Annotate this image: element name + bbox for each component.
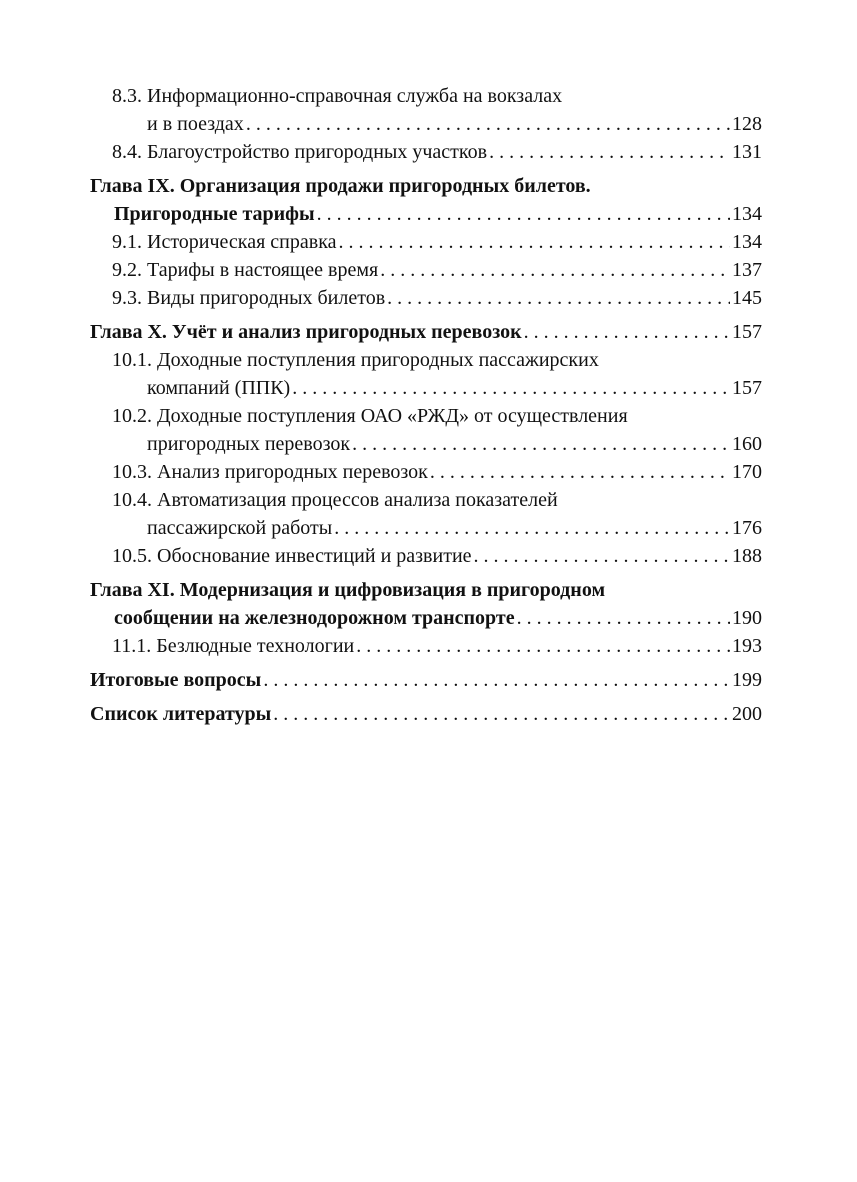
toc-page-number: 160	[732, 433, 762, 455]
toc-page-number: 157	[732, 377, 762, 399]
toc-entry-title-cont: и в поездах	[147, 113, 244, 135]
toc-chapter-title-cont: Пригородные тарифы	[114, 203, 315, 225]
toc-entry-title: 9.2. Тарифы в настоящее время	[112, 259, 379, 281]
toc-entry-title: 10.2. Доходные поступления ОАО «РЖД» от осуществления	[112, 405, 628, 427]
toc-page-number: 145	[732, 287, 762, 309]
leader-dots	[380, 256, 730, 284]
toc-entry-title-cont: пригородных перевозок	[147, 433, 351, 455]
toc-page-number: 128	[732, 113, 762, 135]
toc-chapter-title: Итоговые вопросы	[90, 669, 262, 691]
toc-entry-title: 8.4. Благоустройство пригородных участков	[112, 141, 488, 163]
toc-chapter-title: Глава IX. Организация продажи пригородных билетов.	[90, 175, 591, 197]
toc-entry-title: 10.5. Обоснование инвестиций и развитие	[112, 545, 472, 567]
toc-chapter-title: Глава XI. Модернизация и цифровизация в пригородном	[90, 579, 606, 601]
toc-chapter-11[interactable]	[90, 576, 762, 632]
leader-dots	[273, 700, 730, 728]
toc-entry-10-4[interactable]	[90, 486, 762, 542]
toc-entry-title: 9.3. Виды пригородных билетов	[112, 287, 386, 309]
toc-entry-title: 9.1. Историческая справка	[112, 231, 337, 253]
toc-entry-title-cont: пассажирской работы	[147, 517, 333, 539]
toc-entry-8-3[interactable]	[90, 82, 762, 138]
toc-page-number: 193	[732, 635, 762, 657]
toc-page-number: 137	[732, 259, 762, 281]
toc-entry-10-2[interactable]	[90, 402, 762, 458]
toc-page-number: 188	[732, 545, 762, 567]
toc-entry-title-cont: компаний (ППК)	[147, 377, 291, 399]
toc-page-number: 131	[732, 141, 762, 163]
leader-dots	[339, 228, 731, 256]
leader-dots	[387, 284, 730, 312]
toc-page-number: 200	[732, 703, 762, 725]
leader-dots	[317, 200, 730, 228]
toc-entry-title: 8.3. Информационно-справочная служба на вокзалах	[112, 85, 563, 107]
toc-entry-title: 10.3. Анализ пригородных перевозок	[112, 461, 428, 483]
toc-chapter-title-cont: сообщении на железнодорожном транспорте	[114, 607, 515, 629]
toc-entry-8-4[interactable]	[90, 138, 762, 166]
toc-entry-10-3[interactable]	[90, 458, 762, 486]
toc-chapter-10[interactable]	[90, 318, 762, 346]
toc-entry-title: 11.1. Безлюдные технологии	[112, 635, 355, 657]
leader-dots	[263, 666, 730, 694]
toc-entry-title: 10.1. Доходные поступления пригородных пассажирских	[112, 349, 599, 371]
table-of-contents	[90, 82, 762, 728]
toc-final-questions[interactable]	[90, 666, 762, 694]
leader-dots	[352, 430, 730, 458]
leader-dots	[246, 110, 730, 138]
leader-dots	[517, 604, 730, 632]
toc-chapter-title: Список литературы	[90, 703, 272, 725]
toc-page-number: 134	[732, 231, 762, 253]
toc-page-number: 134	[732, 203, 762, 225]
toc-page-number: 170	[732, 461, 762, 483]
toc-bibliography[interactable]	[90, 700, 762, 728]
toc-entry-10-5[interactable]	[90, 542, 762, 570]
leader-dots	[334, 514, 730, 542]
leader-dots	[292, 374, 730, 402]
toc-entry-11-1[interactable]	[90, 632, 762, 660]
toc-entry-9-2[interactable]	[90, 256, 762, 284]
leader-dots	[474, 542, 730, 570]
leader-dots	[489, 138, 730, 166]
toc-chapter-9[interactable]	[90, 172, 762, 228]
leader-dots	[430, 458, 730, 486]
toc-entry-10-1[interactable]	[90, 346, 762, 402]
toc-page-number: 199	[732, 669, 762, 691]
toc-page-number: 176	[732, 517, 762, 539]
toc-page-number: 157	[732, 321, 762, 343]
leader-dots	[356, 632, 730, 660]
toc-page-number: 190	[732, 607, 762, 629]
toc-entry-9-3[interactable]	[90, 284, 762, 312]
toc-entry-9-1[interactable]	[90, 228, 762, 256]
toc-chapter-title: Глава X. Учёт и анализ пригородных перевозок	[90, 321, 522, 343]
leader-dots	[524, 318, 730, 346]
toc-entry-title: 10.4. Автоматизация процессов анализа показателей	[112, 489, 558, 511]
